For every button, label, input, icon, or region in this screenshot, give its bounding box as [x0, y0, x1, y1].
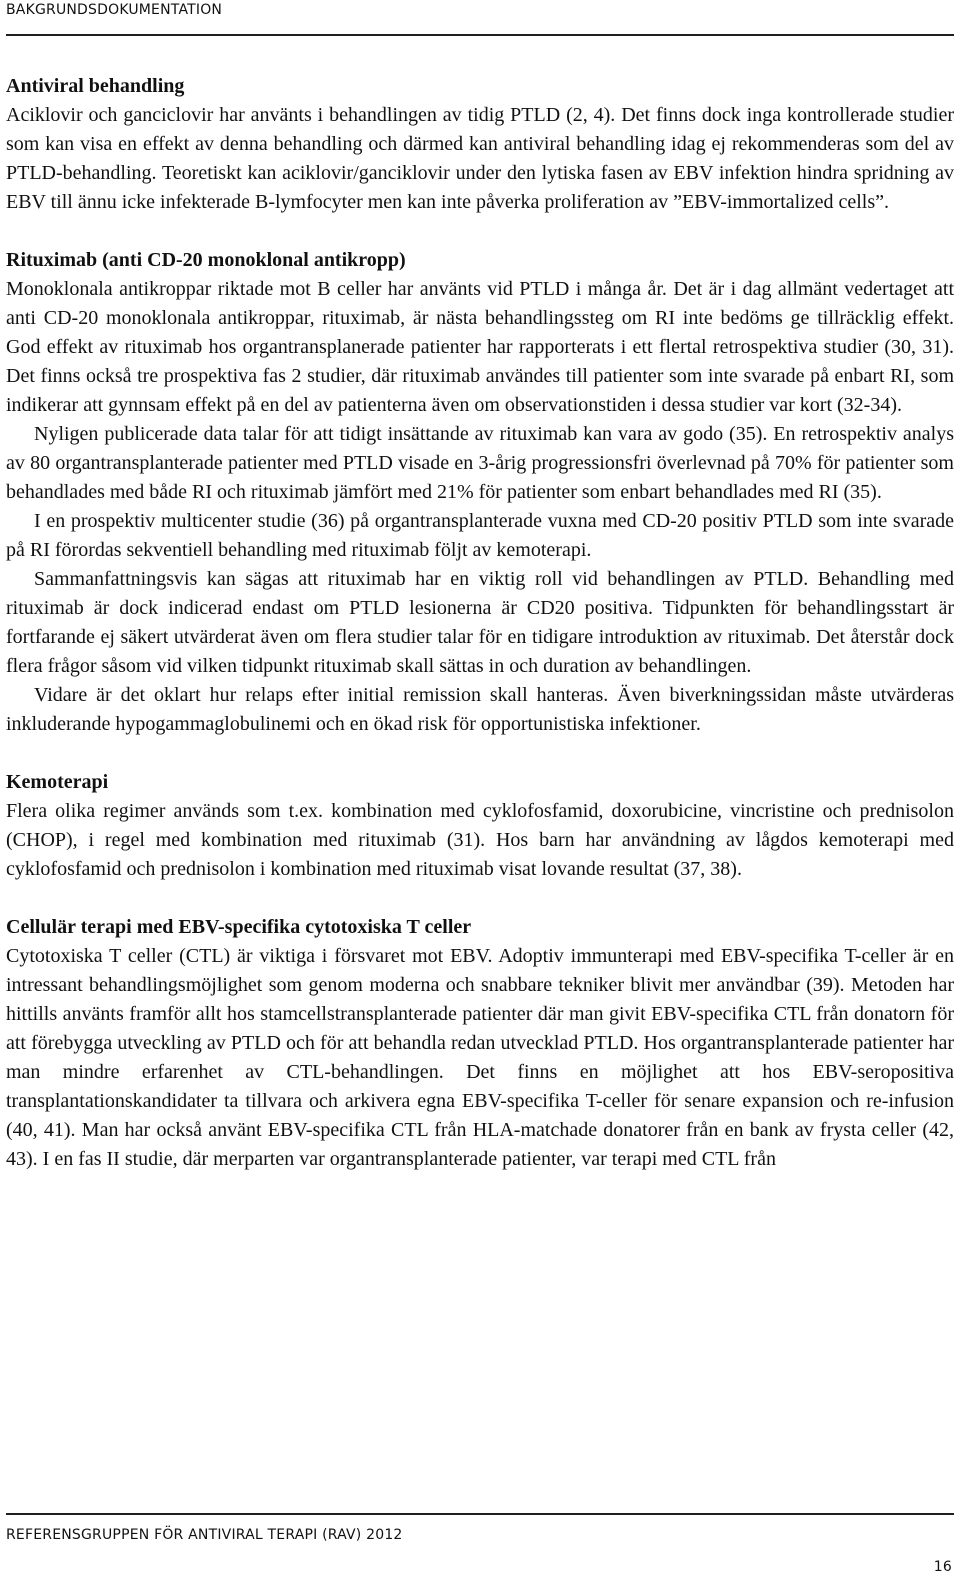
paragraph: Cytotoxiska T celler (CTL) är viktiga i försvaret mot EBV. Adoptiv immunterapi med EBV-specifika T-celler är en intressant behandlingsmöjlighet som genom moderna och snabbare tekniker blivit mer användbar (39). Metoden har hittills använts framför allt hos stamcellstransplanterade patienter där man givit EBV-specifika CTL från donatorn för att förebygga utveckling av PTLD och för att behandla redan utvecklad PTLD. Hos organtransplanterade patienter har man mindre erfarenhet av CTL-behandlingen. Det finns en möjlighet att hos EBV-seropositiva transplantationskandidater ta tillvara och arkivera egna EBV-specifika T-celler för senare expansion och re-infusion (40, 41). Man har också använt EBV-specifika CTL från HLA-matchade donatorer från en bank av frysta celler (42, 43). I en fas II studie, där merparten var organtransplanterade patienter, var terapi med CTL från: [6, 945, 954, 1170]
document-title: BAKGRUNDSDOKUMENTATION: [6, 2, 223, 18]
paragraph: Aciklovir och ganciclovir har använts i behandlingen av tidig PTLD (2, 4). Det finns dock inga kontrollerade studier som kan visa en effekt av denna behandling och därmed kan antiviral behandling idag ej rekommenderas som del av PTLD-behandling. Teoretiskt kan aciklovir/ganciklovir under den lytiska fasen av EBV infektion hindra spridning av EBV till ännu icke infekterade B-lymfocyter men kan inte påverka proliferation av ”EBV-immortalized cells”.: [6, 104, 954, 213]
paragraph: I en prospektiv multicenter studie (36) på organtransplanterade vuxna med CD-20 positiv PTLD som inte svarade på RI förordas sekventiell behandling med rituximab följt av kemoterapi.: [6, 510, 954, 561]
section-heading: Antiviral behandling: [6, 75, 185, 97]
paragraph: Flera olika regimer används som t.ex. kombination med cyklofosfamid, doxorubicine, vincristine och prednisolon (CHOP), i regel med kombination med rituximab (31). Hos barn har användning av lågdos kemoterapi med cyklofosfamid och prednisolon i kombination med rituximab visat lovande resultat (37, 38).: [6, 800, 954, 880]
section-heading: Cellulär terapi med EBV-specifika cytotoxiska T celler: [6, 916, 472, 938]
paragraph: Nyligen publicerade data talar för att tidigt insättande av rituximab kan vara av godo (35). En retrospektiv analys av 80 organtransplanterade patienter med PTLD visade en 3-årig progressionsfri överlevnad på 70% för patienter som behandlades med både RI och rituximab jämfört med 21% för patienter som enbart behandlades med RI (35).: [6, 423, 954, 503]
section-heading: Rituximab (anti CD-20 monoklonal antikropp): [6, 249, 406, 271]
paragraph: Vidare är det oklart hur relaps efter initial remission skall hanteras. Även biverkningssidan måste utvärderas inkluderande hypogammaglobulinemi och en ökad risk för opportunistiska infektioner.: [6, 684, 954, 735]
section-kemoterapi: [6, 768, 954, 884]
page-number: 16: [933, 1559, 952, 1575]
document-body: [6, 72, 954, 1174]
section-antiviral-behandling: [6, 72, 954, 217]
section-cellular-therapy: [6, 913, 954, 1174]
paragraph: Sammanfattningsvis kan sägas att rituximab har en viktig roll vid behandlingen av PTLD. Behandling med rituximab är dock indicerad endast om PTLD lesionerna är CD20 positiva. Tidpunkten för behandlingsstart är fortfarande ej säkert utvärderat även om flera studier talar för en tidigare introduktion av rituximab. Det återstår dock flera frågor såsom vid vilken tidpunkt rituximab skall sättas in och duration av behandlingen.: [6, 568, 954, 677]
page-footer: [6, 1513, 954, 1585]
section-rituximab: [6, 246, 954, 739]
section-heading: Kemoterapi: [6, 771, 109, 793]
footer-label: REFERENSGRUPPEN FÖR ANTIVIRAL TERAPI (RAV) 2012: [6, 1527, 403, 1543]
paragraph: Monoklonala antikroppar riktade mot B celler har använts vid PTLD i många år. Det är i dag allmänt vedertaget att anti CD-20 monoklonala antikroppar, rituximab, är nästa behandlingssteg om RI inte bedöms ge tillräcklig effekt. God effekt av rituximab hos organtransplanerade patienter har rapporterats i ett flertal retrospektiva studier (30, 31). Det finns också tre prospektiva fas 2 studier, där rituximab användes till patienter som inte svarade på enbart RI, som indikerar att gynnsam effekt på en del av patienterna även om observationstiden i dessa studier var kort (32-34).: [6, 278, 954, 416]
page-header: [6, 0, 954, 36]
